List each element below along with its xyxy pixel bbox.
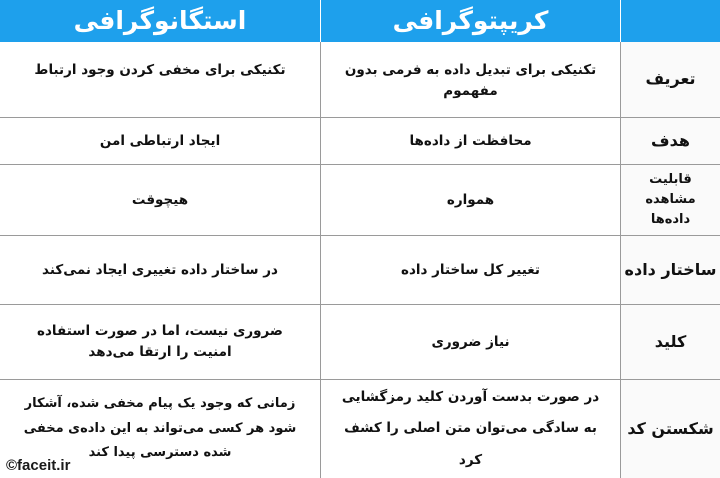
crypto-cell: محافظت از داده‌ها xyxy=(320,118,620,165)
crypto-cell: تغییر کل ساختار داده xyxy=(320,236,620,305)
stego-cell: ایجاد ارتباطی امن xyxy=(0,118,320,165)
crypto-cell: همواره xyxy=(320,165,620,236)
table-row xyxy=(0,236,720,305)
copyright-watermark: ©faceit.ir xyxy=(6,457,71,474)
stego-cell: ضروری نیست، اما در صورت استفاده امنیت را ارتقا می‌دهد xyxy=(0,305,320,380)
table-header-row xyxy=(0,0,720,42)
stego-cell: تکنیکی برای مخفی کردن وجود ارتباط xyxy=(0,42,320,118)
table-row xyxy=(0,42,720,118)
stego-cell: هیچوقت xyxy=(0,165,320,236)
row-label: شکستن کد xyxy=(620,380,720,478)
crypto-cell: نیاز ضروری xyxy=(320,305,620,380)
header-label-cell xyxy=(620,0,720,42)
header-steganography: استگانوگرافی xyxy=(0,0,320,42)
stego-cell: زمانی که وجود یک پیام مخفی شده، آشکار شود هر کسی می‌تواند به این داده‌ی مخفی شده دسترسی پیدا کند xyxy=(23,395,297,461)
row-label: کلید xyxy=(620,305,720,380)
table-row xyxy=(0,380,720,478)
stego-cell: در ساختار داده تغییری ایجاد نمی‌کند xyxy=(0,236,320,305)
crypto-cell: تکنیکی برای تبدیل داده به فرمی بدون مفهموم xyxy=(320,42,620,118)
header-cryptography: کریپتوگرافی xyxy=(320,0,620,42)
row-label: هدف xyxy=(620,118,720,165)
table-row xyxy=(0,305,720,380)
row-label: قابلیت مشاهده داده‌ها xyxy=(620,165,720,236)
row-label: ساختار داده xyxy=(620,236,720,305)
row-label: تعریف xyxy=(620,42,720,118)
table-row xyxy=(0,118,720,165)
table-row xyxy=(0,165,720,236)
crypto-cell: در صورت بدست آوردن کلید رمزگشایی به سادگی می‌توان متن اصلی را کشف کرد xyxy=(320,380,620,478)
